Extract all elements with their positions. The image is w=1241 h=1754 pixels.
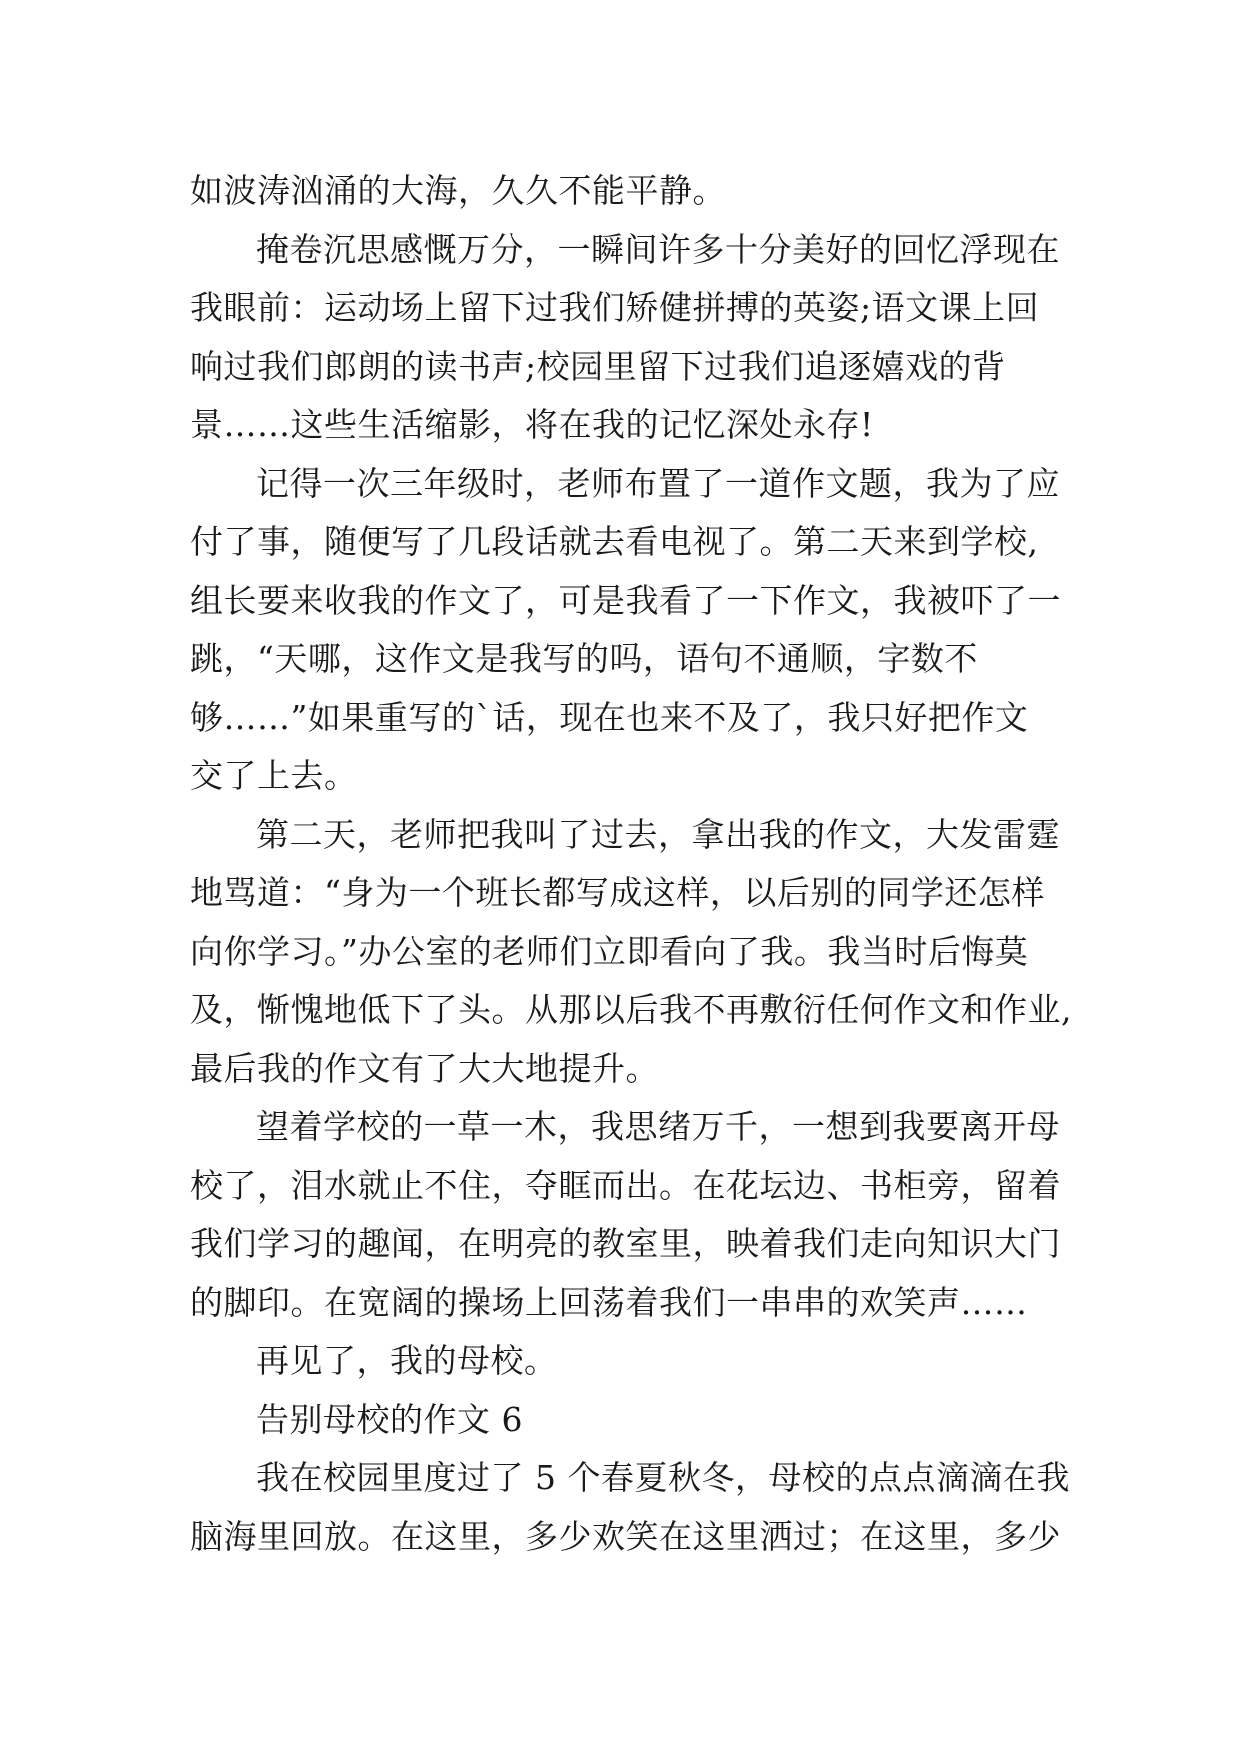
text-line: 响过我们郎朗的读书声;校园里留下过我们追逐嬉戏的背 xyxy=(190,346,1006,386)
text-line: 及，惭愧地低下了头。从那以后我不再敷衍任何作文和作业, xyxy=(190,990,1072,1029)
text-line: 最后我的作文有了大大地提升。 xyxy=(190,1048,659,1088)
text-line: 望着学校的一草一木，我思绪万千，一想到我要离开母 xyxy=(256,1107,1060,1146)
text-line: 够……”如果重写的`话，现在也来不及了，我只好把作文 xyxy=(190,697,1029,737)
text-line: 再见了，我的母校。 xyxy=(256,1341,558,1380)
text-line: 脑海里回放。在这里，多少欢笑在这里洒过；在这里，多少 xyxy=(190,1516,1061,1556)
text-line: 记得一次三年级时，老师布置了一道作文题，我为了应 xyxy=(256,463,1060,503)
section-heading: 告别母校的作文 6 xyxy=(256,1399,523,1439)
text-line: 景……这些生活缩影，将在我的记忆深处永存! xyxy=(190,405,874,444)
document-body xyxy=(190,162,1072,1566)
text-line: 地骂道：“身为一个班长都写成这样，以后别的同学还怎样 xyxy=(190,873,1045,912)
text-line: 第二天，老师把我叫了过去，拿出我的作文，大发雷霆 xyxy=(256,814,1060,854)
text-line: 我在校园里度过了 5 个春夏秋冬，母校的点点滴滴在我 xyxy=(256,1458,1070,1497)
text-line: 付了事，随便写了几段话就去看电视了。第二天来到学校, xyxy=(190,522,1039,561)
text-line: 校了，泪水就止不住，夺眶而出。在花坛边、书柜旁，留着 xyxy=(190,1165,1061,1205)
text-line: 我们学习的趣闻，在明亮的教室里，映着我们走向知识大门 xyxy=(190,1224,1061,1263)
text-line: 向你学习。”办公室的老师们立即看向了我。我当时后悔莫 xyxy=(190,931,1029,971)
text-line: 组长要来收我的作文了，可是我看了一下作文，我被吓了一 xyxy=(190,580,1061,620)
text-line: 交了上去。 xyxy=(190,756,358,795)
text-line: 如波涛汹涌的大海，久久不能平静。 xyxy=(190,171,726,210)
text-line: 跳，“天哪，这作文是我写的吗，语句不通顺，字数不 xyxy=(190,639,978,678)
text-line: 掩卷沉思感慨万分，一瞬间许多十分美好的回忆浮现在 xyxy=(256,229,1060,269)
text-line: 我眼前：运动场上留下过我们矫健拼搏的英姿;语文课上回 xyxy=(190,288,1040,327)
text-line: 的脚印。在宽阔的操场上回荡着我们一串串的欢笑声…… xyxy=(190,1282,1028,1322)
